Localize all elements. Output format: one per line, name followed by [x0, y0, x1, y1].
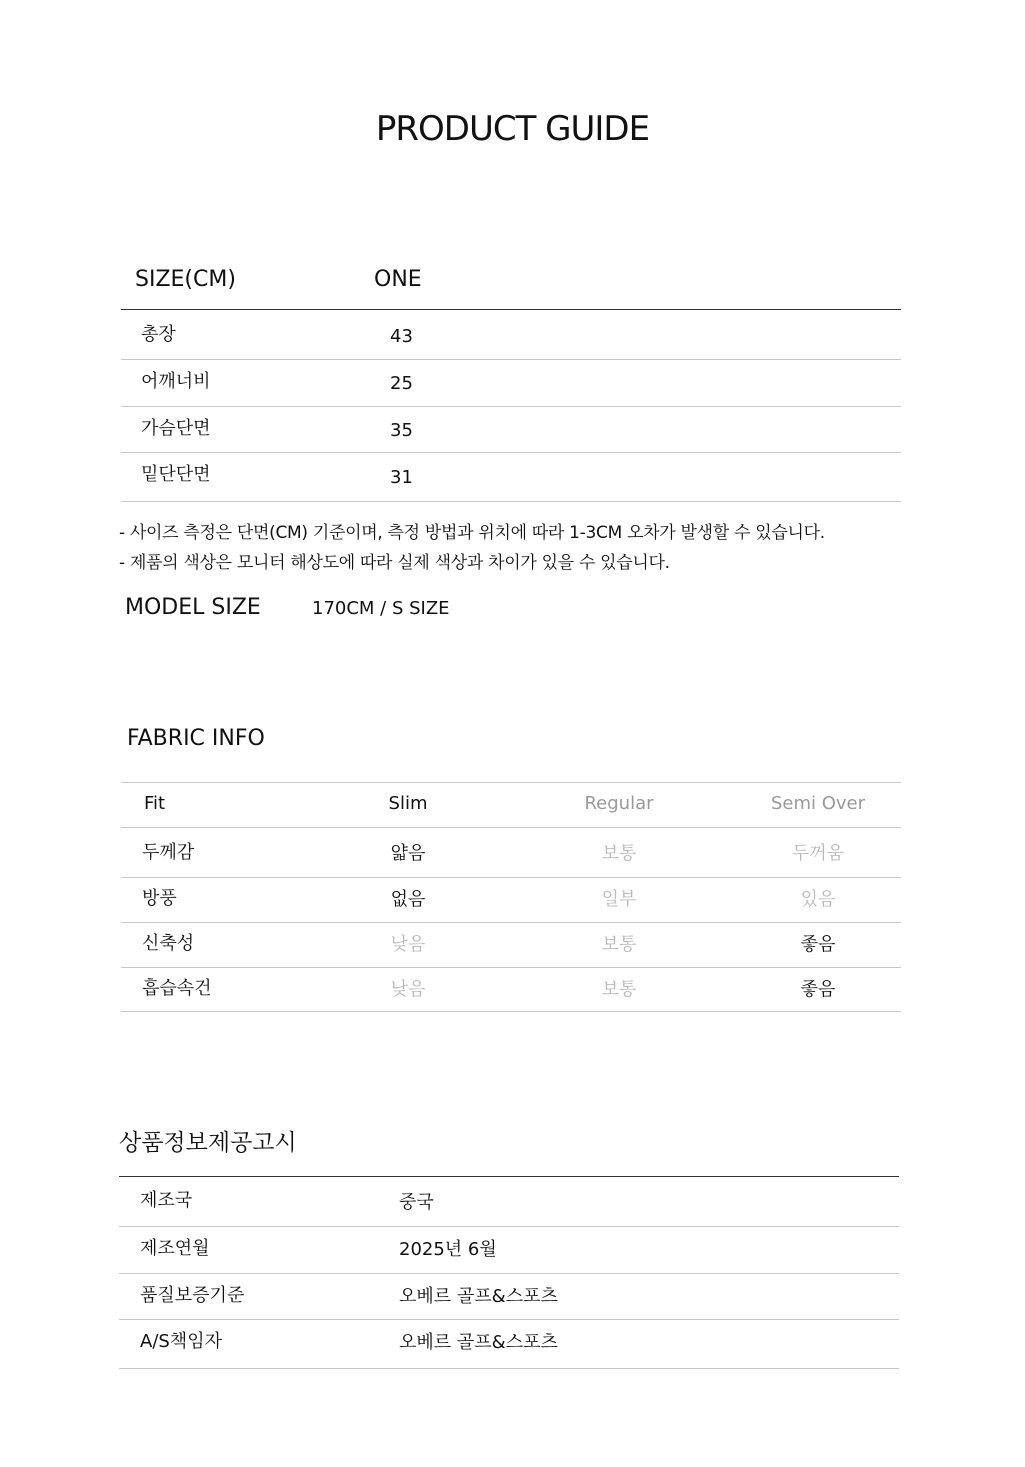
fabric-option: 일부	[601, 889, 637, 910]
size-row-value: 25	[390, 373, 413, 394]
size-note: - 사이즈 측정은 단면(CM) 기준이며, 측정 방법과 위치에 따라 1-3CM 오차가 발생할 수 있습니다.	[119, 523, 825, 543]
row-divider	[119, 1273, 899, 1274]
notice-row-value: 오베르 골프&스포츠	[399, 1332, 558, 1353]
fabric-option-selected: 없음	[390, 889, 426, 910]
fabric-header-regular: Regular	[584, 793, 654, 814]
notice-divider	[119, 1176, 899, 1177]
page-title: PRODUCT GUIDE	[375, 109, 650, 149]
fabric-option: 있음	[800, 889, 836, 910]
row-divider	[121, 406, 901, 407]
row-divider	[121, 782, 901, 783]
notice-row-value: 중국	[399, 1192, 434, 1213]
size-row-value: 31	[390, 467, 413, 488]
fabric-header-label: Fit	[144, 793, 166, 814]
notice-row-label: 제조연월	[140, 1238, 210, 1259]
fabric-option: 낮음	[390, 979, 426, 1000]
fabric-option: 낮음	[390, 934, 426, 955]
size-table-header-label: SIZE(CM)	[135, 267, 236, 292]
size-row-value: 43	[390, 326, 413, 347]
row-divider	[121, 452, 901, 453]
fabric-option-selected: 좋음	[800, 979, 836, 1000]
size-row-label: 가슴단면	[141, 418, 211, 439]
size-row-label: 어깨너비	[141, 371, 211, 392]
size-table-header-size: ONE	[374, 267, 422, 292]
row-divider	[121, 501, 901, 502]
fabric-option: 보통	[601, 934, 637, 955]
model-size-label: MODEL SIZE	[125, 595, 261, 620]
fabric-option: 두꺼움	[791, 843, 845, 864]
fabric-option: 보통	[601, 979, 637, 1000]
notice-row-value: 2025년 6월	[399, 1239, 497, 1260]
color-note: - 제품의 색상은 모니터 해상도에 따라 실제 색상과 차이가 있을 수 있습니다.	[119, 553, 670, 573]
fabric-row-label: 흡습속건	[142, 978, 212, 999]
size-row-value: 35	[390, 420, 413, 441]
notice-row-value: 오베르 골프&스포츠	[399, 1286, 558, 1307]
fabric-header-slim: Slim	[388, 793, 428, 814]
row-divider	[119, 1226, 899, 1227]
model-size-value: 170CM / S SIZE	[312, 598, 450, 619]
fabric-info-title: FABRIC INFO	[127, 726, 265, 751]
fabric-row-label: 방풍	[142, 888, 177, 909]
row-divider	[121, 967, 901, 968]
fabric-row-label: 신축성	[142, 933, 195, 954]
size-table-divider	[121, 309, 901, 310]
row-divider	[121, 1011, 901, 1012]
fabric-option-selected: 얇음	[390, 843, 426, 864]
row-divider	[119, 1368, 899, 1369]
row-divider	[121, 922, 901, 923]
row-divider	[121, 827, 901, 828]
fabric-header-semi-over: Semi Over	[770, 793, 866, 814]
fabric-option: 보통	[601, 843, 637, 864]
size-row-label: 밑단단면	[141, 464, 211, 485]
row-divider	[121, 877, 901, 878]
size-row-label: 총장	[141, 324, 176, 345]
product-notice-title: 상품정보제공고시	[119, 1130, 297, 1156]
fabric-option-selected: 좋음	[800, 934, 836, 955]
fabric-row-label: 두께감	[142, 842, 195, 863]
notice-row-label: 제조국	[140, 1190, 193, 1211]
row-divider	[121, 359, 901, 360]
row-divider	[119, 1319, 899, 1320]
notice-row-label: A/S책임자	[140, 1331, 222, 1352]
notice-row-label: 품질보증기준	[140, 1285, 245, 1306]
